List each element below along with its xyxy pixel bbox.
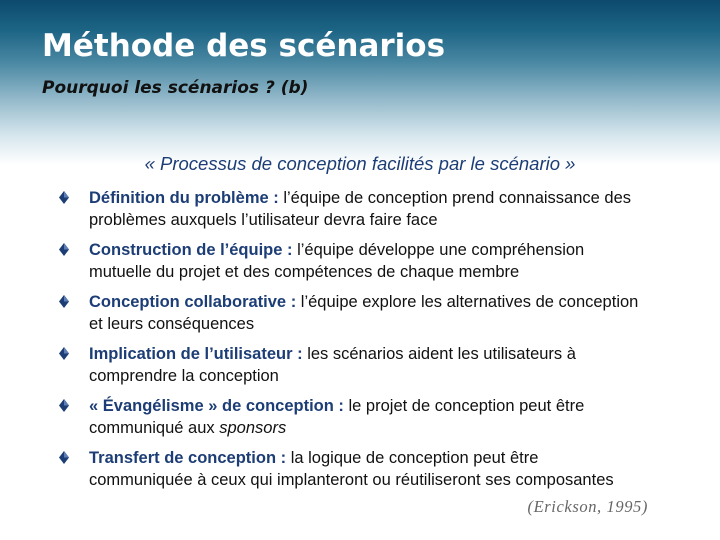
bullet-list: [58, 187, 698, 491]
bullet-term: Construction de l’équipe :: [89, 241, 293, 259]
bullet-text-continued: problèmes auxquels l’utilisateur devra faire face: [89, 211, 438, 229]
bullet-text: le projet de conception peut être: [343, 397, 585, 415]
bullet-text: les scénarios aident les utilisateurs à: [302, 345, 576, 363]
bullet-text: l’équipe développe une compréhension: [292, 241, 585, 259]
bullet-item: [58, 291, 698, 335]
bullet-text-continued: communiquée à ceux qui implanteront ou réutiliseront ses composantes: [89, 471, 614, 489]
bullet-item: [58, 447, 698, 491]
bullet-text: l’équipe explore les alternatives de conception: [296, 293, 639, 311]
diamond-bullet-icon: [59, 191, 69, 204]
diamond-bullet-icon: [59, 243, 69, 256]
quote-heading: « Processus de conception facilités par le scénario »: [144, 153, 576, 174]
bullet-text-continued: communiqué aux: [89, 419, 220, 437]
diamond-bullet-icon: [59, 399, 69, 412]
bullet-term: Définition du problème :: [89, 189, 279, 207]
bullet-text-continued: mutuelle du projet et des compétences de chaque membre: [89, 263, 520, 281]
bullet-text-continued: et leurs conséquences: [89, 315, 255, 333]
slide-subtitle: Pourquoi les scénarios ? (b): [42, 78, 309, 98]
diamond-bullet-icon: [59, 451, 69, 464]
bullet-text: l’équipe de conception prend connaissance des: [278, 189, 632, 207]
diamond-bullet-icon: [59, 295, 69, 308]
bullet-text: la logique de conception peut être: [286, 449, 539, 467]
bullet-term: Conception collaborative :: [89, 293, 297, 311]
bullet-term: « Évangélisme » de conception :: [89, 397, 344, 415]
slide-title: Méthode des scénarios: [42, 28, 446, 64]
bullet-term: Implication de l’utilisateur :: [89, 345, 303, 363]
bullet-item: [58, 239, 698, 283]
citation: (Erickson, 1995): [527, 497, 648, 516]
bullet-item: [58, 343, 698, 387]
bullet-emphasis: sponsors: [219, 419, 287, 437]
bullet-item: [58, 187, 698, 231]
diamond-bullet-icon: [59, 347, 69, 360]
bullet-term: Transfert de conception :: [89, 449, 287, 467]
bullet-text-continued: comprendre la conception: [89, 367, 279, 385]
bullet-item: [58, 395, 698, 439]
